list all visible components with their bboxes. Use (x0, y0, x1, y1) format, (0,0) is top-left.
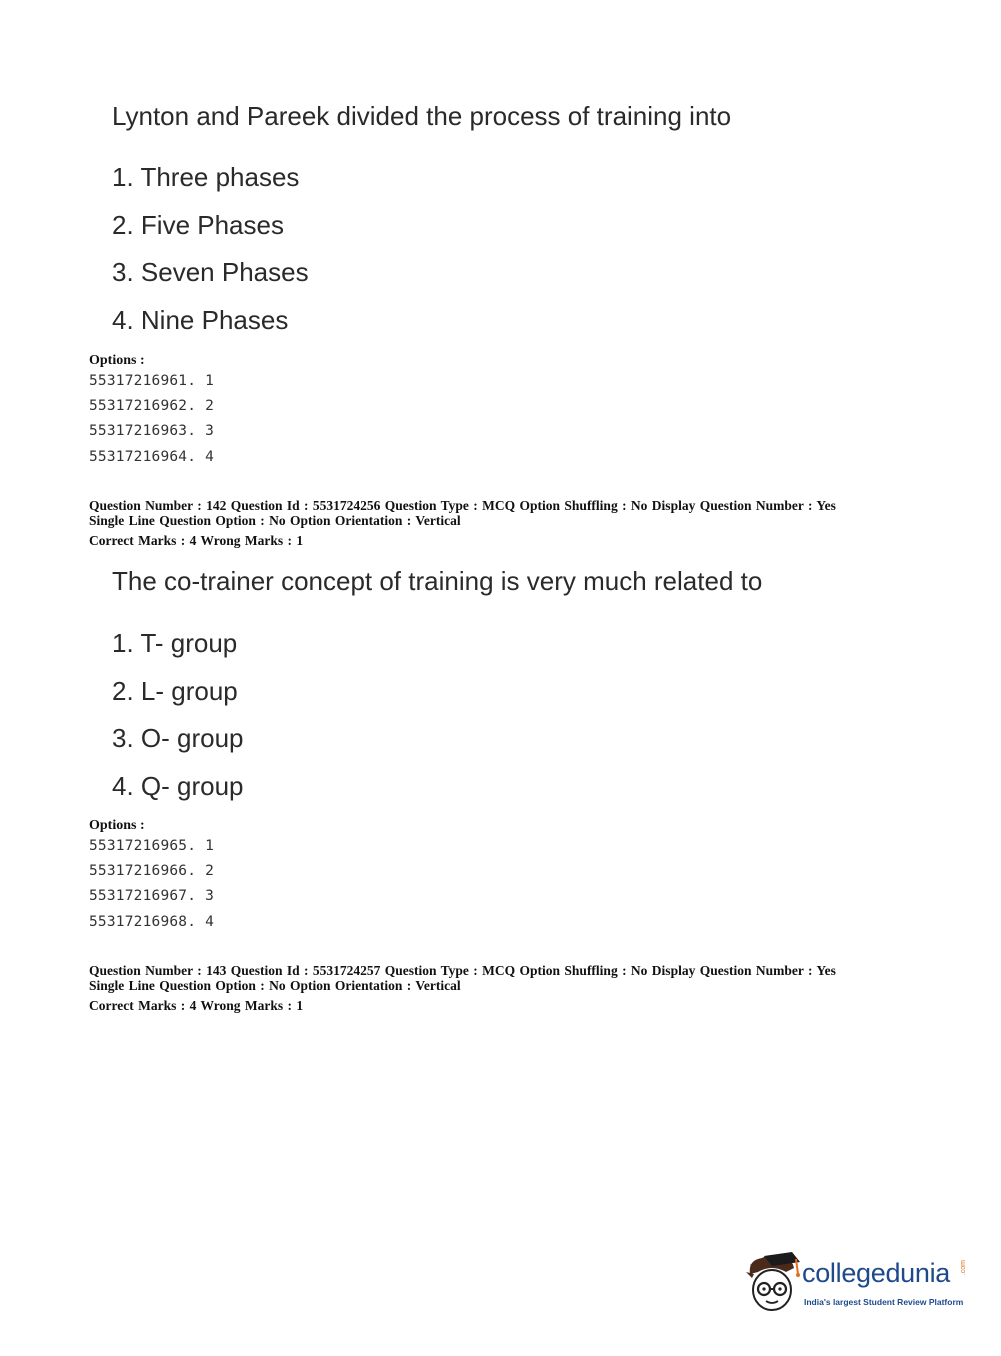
question-choice: 4. Nine Phases (112, 305, 289, 335)
question-meta: Single Line Question Option : No Option Orientation : Vertical (89, 978, 461, 993)
question-choice: 3. Seven Phases (112, 257, 309, 287)
brand-name: collegedunia (802, 1258, 951, 1288)
brand-dotcom: .com (960, 1260, 967, 1276)
option-id: 55317216962. 2 (89, 398, 215, 414)
question-meta: Single Line Question Option : No Option Orientation : Vertical (89, 513, 461, 528)
option-id: 55317216965. 1 (89, 838, 215, 854)
question-choice: 4. Q- group (112, 771, 244, 801)
option-id: 55317216964. 4 (89, 449, 215, 465)
question-choice: 1. Three phases (112, 162, 300, 192)
question-meta: Question Number : 143 Question Id : 5531724257 Question Type : MCQ Option Shuffling : No Display Question Number : Yes (89, 963, 836, 978)
options-label: Options : (89, 353, 145, 368)
question-choice: 3. O- group (112, 723, 244, 753)
question-choice: 2. L- group (112, 676, 238, 706)
question-meta: Question Number : 142 Question Id : 5531724256 Question Type : MCQ Option Shuffling : No Display Question Number : Yes (89, 498, 836, 513)
marks-line: Correct Marks : 4 Wrong Marks : 1 (89, 533, 304, 548)
option-id: 55317216968. 4 (89, 914, 215, 930)
question-choice: 1. T- group (112, 628, 238, 658)
student-mascot-icon (742, 1252, 800, 1314)
option-id: 55317216961. 1 (89, 373, 215, 389)
option-id: 55317216967. 3 (89, 888, 215, 904)
option-id: 55317216966. 2 (89, 863, 215, 879)
question-stem: The co-trainer concept of training is very much related to (112, 566, 763, 596)
marks-line: Correct Marks : 4 Wrong Marks : 1 (89, 998, 304, 1013)
options-label: Options : (89, 818, 145, 833)
question-stem: Lynton and Pareek divided the process of training into (112, 101, 732, 131)
collegedunia-logo (742, 1252, 972, 1316)
question-choice: 2. Five Phases (112, 210, 284, 240)
option-id: 55317216963. 3 (89, 423, 215, 439)
brand-tagline: India's largest Student Review Platform (804, 1297, 964, 1307)
